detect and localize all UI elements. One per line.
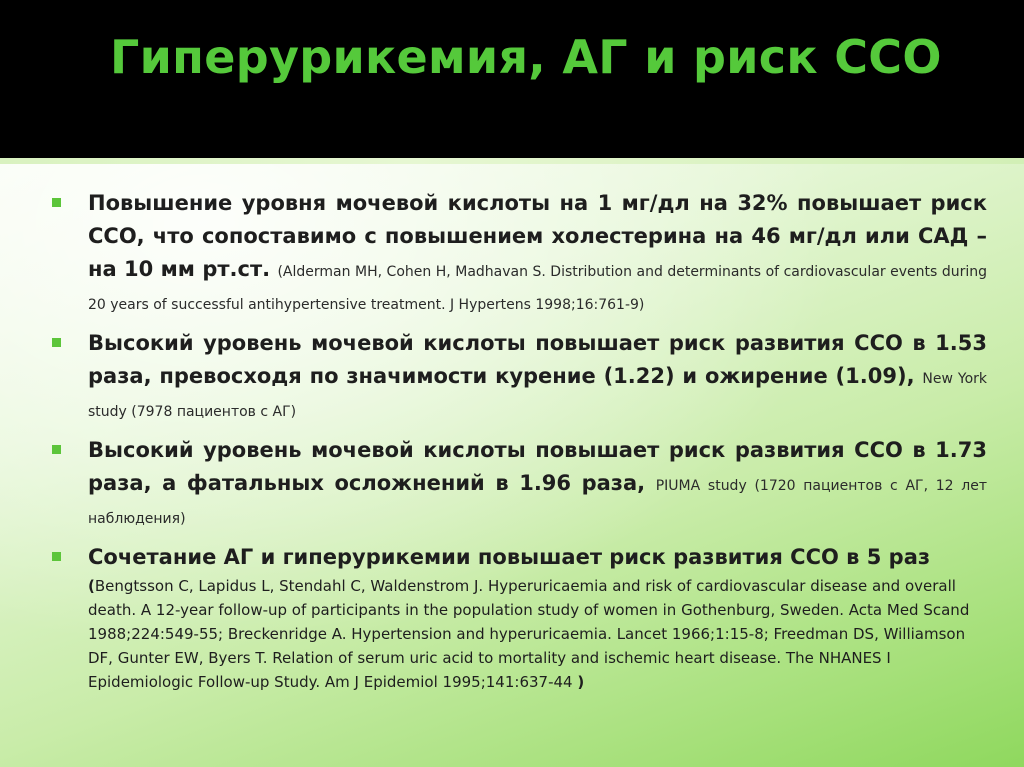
slide-header <box>0 0 1024 158</box>
bullet-main-text: Высокий уровень мочевой кислоты повышает риск развития ССО в 1.73 раза, а фатальных осложнений в 1.96 раза, <box>88 438 987 495</box>
reference-open-paren: ( <box>88 577 95 595</box>
slide-content <box>0 164 1024 767</box>
bullet-main-text: Высокий уровень мочевой кислоты повышает риск развития ССО в 1.53 раза, превосходя по значимости курение (1.22) и ожирение (1.09), <box>88 331 987 388</box>
bullet-reference: (Alderman MH, Cohen H, Madhavan S. Distribution and determinants of cardiovascular events during 20 years of successful antihypertensive treatment. J Hypertens 1998;16:761-9) <box>88 264 987 313</box>
bullet-square-icon <box>52 552 61 561</box>
bullet-reference: PIUMA study (1720 пациентов с АГ, 12 лет наблюдения) <box>88 478 987 527</box>
bullet-item-2 <box>52 327 987 426</box>
bullet-item-3 <box>52 434 987 533</box>
bullet-square-icon <box>52 338 61 347</box>
bullet-main-text: Повышение уровня мочевой кислоты на 1 мг/дл на 32% повышает риск ССО, что сопоставимо с повышением холестерина на 46 мг/дл или САД – на 10 мм рт.ст. <box>88 191 987 281</box>
bullet-item-4 <box>52 541 987 694</box>
bullet-square-icon <box>52 198 61 207</box>
bullet-reference-block <box>88 574 987 694</box>
bullet-reference: New York study (7978 пациентов с АГ) <box>88 371 987 420</box>
slide-title: Гиперурикемия, АГ и риск ССО <box>110 30 942 84</box>
bullet-text <box>88 541 987 574</box>
bullet-text <box>88 434 987 533</box>
bullet-item-1 <box>52 187 987 319</box>
bullet-text <box>88 187 987 319</box>
reference-close-paren: ) <box>577 673 585 691</box>
bullet-list <box>52 187 987 702</box>
bullet-square-icon <box>52 445 61 454</box>
bullet-main-text: Сочетание АГ и гиперурикемии повышает риск развития ССО в 5 раз <box>88 545 931 569</box>
bullet-reference: Bengtsson C, Lapidus L, Stendahl C, Waldenstrom J. Hyperuricaemia and risk of cardiovascular disease and overall death. A 12-year follow-up of participants in the population study of women in Gothenburg, Sweden. Acta Med Scand 1988;224:549-55; Breckenridge A. Hypertension and hyperuricaemia. Lancet 1966;1:15-8; Freedman DS, Williamson DF, Gunter EW, Byers T. Relation of serum uric acid to mortality and ischemic heart disease. The NHANES I Epidemiologic Follow-up Study. Am J Epidemiol 1995;141:637-44 <box>88 577 970 691</box>
bullet-text <box>88 327 987 426</box>
